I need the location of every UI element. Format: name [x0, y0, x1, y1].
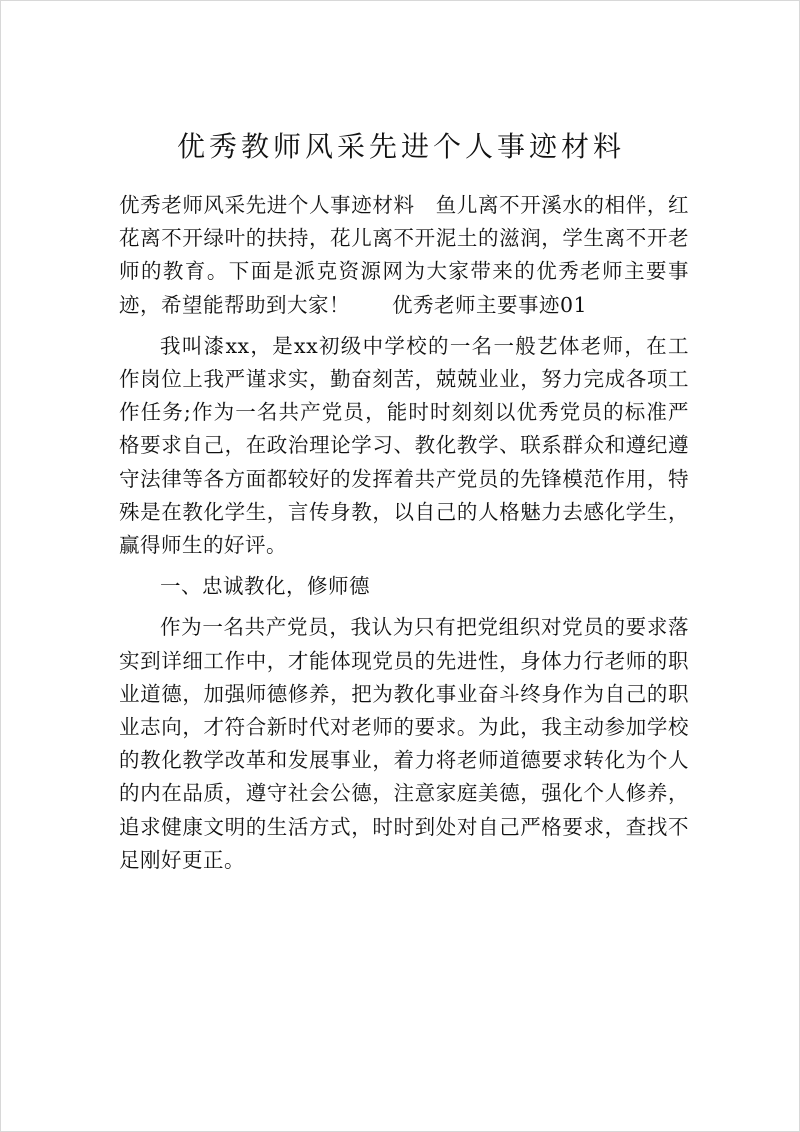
document-title: 优秀教师风采先进个人事迹材料 — [176, 130, 625, 163]
paragraph-gap — [119, 603, 689, 611]
body-paragraph-1: 我叫漆xx，是xx初级中学校的一名一般艺体老师，在工作岗位上我严谨求实，勤奋刻苦，兢兢业业，努力完成各项工作任务;作为一名共产党员，能时时刻刻以优秀党员的标准严格要求自己，在政治理论学习、教化教学、联系群众和遵纪遵守法律等各方面都较好的发挥着共产党员的先锋模范作用，特殊是在教化学生，言传身教，以自己的人格魅力去感化学生，赢得师生的好评。 — [119, 333, 689, 558]
intro-paragraph: 优秀老师风采先进个人事迹材料 鱼儿离不开溪水的相伴，红花离不开绿叶的扶持，花儿离不开泥土的滋润，学生离不开老师的教育。下面是派克资源网为大家带来的优秀老师主要事迹，希望能帮助到大家！ 优秀老师主要事迹01 — [119, 193, 689, 317]
section-heading-1: 一、忠诚教化，修师德 — [160, 574, 370, 599]
body-paragraph-2: 作为一名共产党员，我认为只有把党组织对党员的要求落实到详细工作中，才能体现党员的先进性，身体力行老师的职业道德，加强师德修养，把为教化事业奋斗终身作为自己的职业志向，才符合新时代对老师的要求。为此，我主动参加学校的教化教学改革和发展事业，着力将老师道德要求转化为个人的内在品质，遵守社会公德，注意家庭美德，强化个人修养，追求健康文明的生活方式，时时到处对自己严格要求，查找不足刚好更正。 — [119, 615, 689, 872]
document-body — [119, 189, 689, 877]
paragraph-gap — [119, 562, 689, 570]
paragraph-gap — [119, 322, 689, 330]
